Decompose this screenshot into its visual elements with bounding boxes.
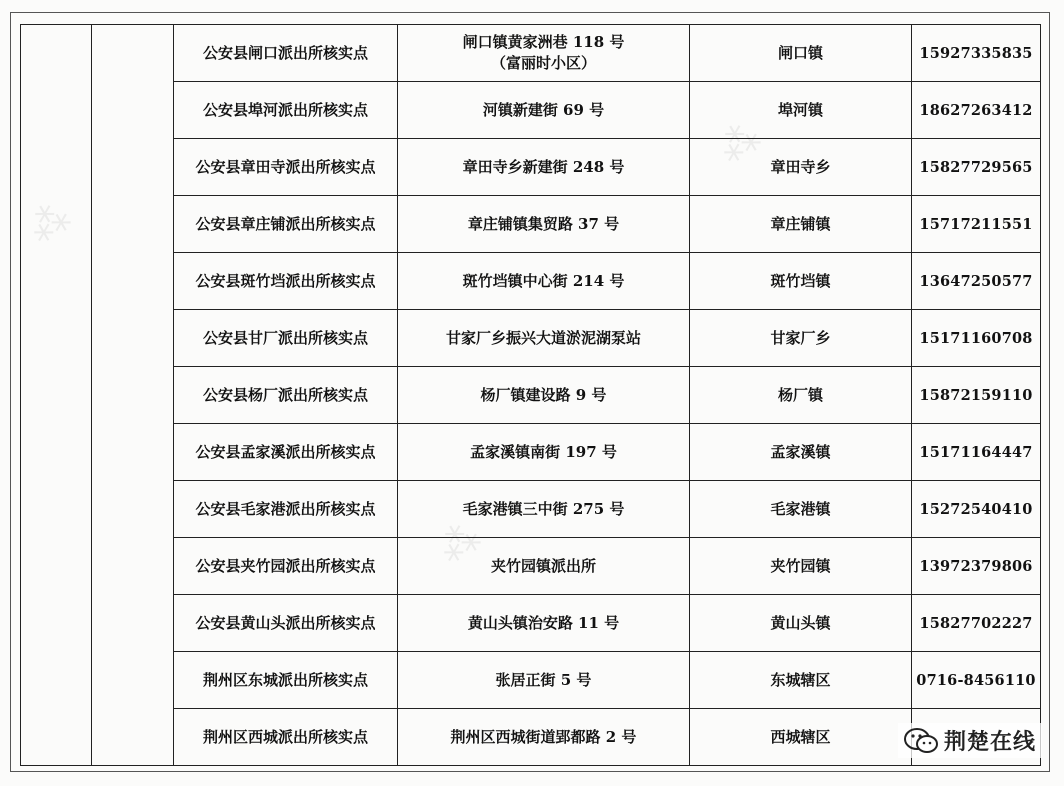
site-name-cell: 公安县毛家港派出所核实点 (174, 481, 398, 538)
site-name-cell: 公安县闸口派出所核实点 (174, 25, 398, 82)
address-line: 斑竹垱镇中心街 214 号 (462, 271, 625, 290)
address-cell (398, 310, 690, 367)
site-name-cell: 公安县章庄铺派出所核实点 (174, 196, 398, 253)
jurisdiction-cell: 孟家溪镇 (690, 424, 912, 481)
address-line: 章田寺乡新建街 248 号 (462, 157, 625, 176)
jurisdiction-cell: 章田寺乡 (690, 139, 912, 196)
phone-cell: 13647250577 (912, 253, 1041, 310)
address-line: 河镇新建街 69 号 (482, 100, 605, 119)
jurisdiction-cell: 杨厂镇 (690, 367, 912, 424)
address-cell (398, 367, 690, 424)
table-row (21, 538, 1041, 595)
table-body (21, 25, 1041, 766)
address-line: 张居正街 5 号 (495, 670, 592, 689)
jurisdiction-cell: 西城辖区 (690, 709, 912, 766)
wechat-logo-icon (904, 727, 938, 755)
jurisdiction-cell: 埠河镇 (690, 82, 912, 139)
jurisdiction-cell: 黄山头镇 (690, 595, 912, 652)
address-cell (398, 82, 690, 139)
address-cell (398, 538, 690, 595)
address-line: 荆州区西城街道郢都路 2 号 (450, 727, 637, 746)
address-cell (398, 595, 690, 652)
address-cell (398, 709, 690, 766)
site-name-cell: 公安县甘厂派出所核实点 (174, 310, 398, 367)
empty-region-cell (21, 25, 92, 766)
jurisdiction-cell: 甘家厂乡 (690, 310, 912, 367)
phone-cell: 18627263412 (912, 82, 1041, 139)
address-cell (398, 424, 690, 481)
site-name-cell: 荆州区西城派出所核实点 (174, 709, 398, 766)
table-row (21, 652, 1041, 709)
phone-cell: 15272540410 (912, 481, 1041, 538)
address-cell (398, 139, 690, 196)
jurisdiction-cell: 闸口镇 (690, 25, 912, 82)
phone-cell: 15872159110 (912, 367, 1041, 424)
site-name-cell: 荆州区东城派出所核实点 (174, 652, 398, 709)
background-watermark: ⁂ (431, 513, 489, 573)
address-line: 孟家溪镇南街 197 号 (470, 442, 617, 461)
table-row (21, 709, 1041, 766)
site-name-cell: 公安县黄山头派出所核实点 (174, 595, 398, 652)
verification-sites-table (20, 24, 1041, 766)
address-line: 甘家厂乡振兴大道淤泥湖泵站 (445, 328, 641, 347)
address-cell (398, 652, 690, 709)
phone-cell: 15827729565 (912, 139, 1041, 196)
address-cell (398, 25, 690, 82)
table-row (21, 25, 1041, 82)
address-line: （富丽时小区） (490, 54, 596, 72)
table-row (21, 253, 1041, 310)
background-watermark: ⁂ (21, 193, 79, 253)
jurisdiction-cell: 章庄铺镇 (690, 196, 912, 253)
jurisdiction-cell: 斑竹垱镇 (690, 253, 912, 310)
site-name-cell: 公安县埠河派出所核实点 (174, 82, 398, 139)
empty-category-cell (92, 25, 174, 766)
phone-cell: 15171160708 (912, 310, 1041, 367)
address-line: 杨厂镇建设路 9 号 (480, 385, 607, 404)
address-cell (398, 481, 690, 538)
address-line: 闸口镇黄家洲巷 118 号 (462, 33, 625, 51)
jurisdiction-cell: 夹竹园镇 (690, 538, 912, 595)
phone-cell: 15171164447 (912, 424, 1041, 481)
publisher-watermark (898, 723, 1042, 758)
address-cell (398, 196, 690, 253)
address-line: 章庄铺镇集贸路 37 号 (467, 214, 620, 233)
table-row (21, 82, 1041, 139)
site-name-cell: 公安县斑竹垱派出所核实点 (174, 253, 398, 310)
table-row (21, 424, 1041, 481)
background-watermark: ⁂ (711, 113, 769, 173)
watermark-text: 荆楚在线 (943, 730, 1036, 755)
jurisdiction-cell: 东城辖区 (690, 652, 912, 709)
table-row (21, 367, 1041, 424)
table-row (21, 139, 1041, 196)
address-cell (398, 253, 690, 310)
site-name-cell: 公安县杨厂派出所核实点 (174, 367, 398, 424)
jurisdiction-cell: 毛家港镇 (690, 481, 912, 538)
phone-cell: 13972379806 (912, 538, 1041, 595)
phone-cell: 15717211551 (912, 196, 1041, 253)
table-row (21, 196, 1041, 253)
site-name-cell: 公安县章田寺派出所核实点 (174, 139, 398, 196)
address-line: 夹竹园镇派出所 (490, 556, 596, 575)
address-line: 黄山头镇治安路 11 号 (467, 613, 620, 632)
table-row (21, 481, 1041, 538)
table-row (21, 595, 1041, 652)
address-line: 毛家港镇三中街 275 号 (462, 499, 625, 518)
phone-cell: 15927335835 (912, 25, 1041, 82)
phone-cell: 15827702227 (912, 595, 1041, 652)
site-name-cell: 公安县孟家溪派出所核实点 (174, 424, 398, 481)
site-name-cell: 公安县夹竹园派出所核实点 (174, 538, 398, 595)
phone-cell: 0716-8456110 (912, 652, 1041, 709)
table-row (21, 310, 1041, 367)
